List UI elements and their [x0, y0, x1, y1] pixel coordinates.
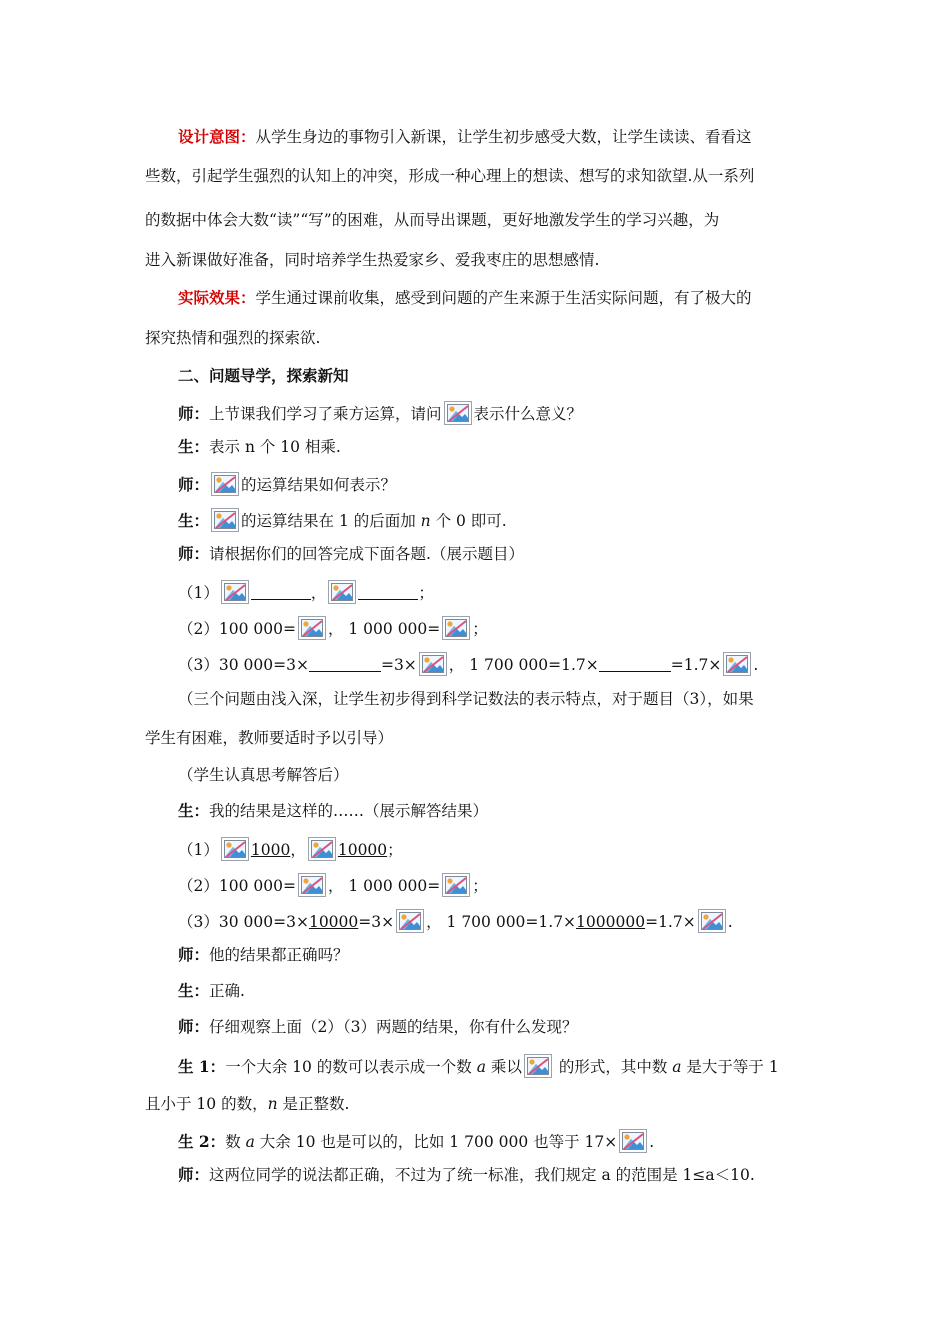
answer-value: 10000 [337, 841, 388, 859]
broken-image-icon [211, 472, 239, 496]
separator: ； [472, 877, 488, 895]
dialogue-line [178, 437, 341, 457]
dialogue-line [178, 801, 488, 821]
question-3 [178, 652, 758, 676]
dialogue-text: 是正整数. [277, 1095, 350, 1113]
note-line-2: 学生有困难，教师要适时予以引导） [145, 729, 394, 747]
speaker: 生： [178, 801, 210, 820]
dialogue-text: 且小于 10 的数， [145, 1095, 268, 1113]
dialogue-line [178, 508, 507, 532]
separator: . [649, 1133, 655, 1151]
broken-image-icon [698, 909, 726, 933]
variable-n: n [420, 512, 431, 530]
separator: ， [310, 584, 327, 602]
dialogue-text: 乘以 [485, 1058, 522, 1076]
question-number: （2） [178, 620, 219, 638]
dialogue-text: 的形式，其中数 [553, 1058, 673, 1076]
broken-image-icon [396, 909, 424, 933]
dialogue-text: 个 0 即可. [430, 512, 507, 530]
dialogue-text: 的运算结果如何表示？ [241, 476, 397, 494]
broken-image-icon [442, 616, 470, 640]
equation-text: =1.7× [670, 656, 722, 674]
answer-blank [599, 671, 671, 672]
broken-image-icon [328, 580, 356, 604]
equation-text: ， 1 700 000=1.7× [426, 913, 577, 931]
question-number: （2） [178, 877, 219, 895]
separator: ， [290, 841, 306, 859]
answer-3 [178, 909, 733, 933]
dialogue-text: 仔细观察上面（2）（3）两题的结果，你有什么发现？ [209, 1018, 578, 1036]
answer-value: 10000 [308, 913, 359, 931]
speaker: 师： [178, 544, 210, 563]
design-intent-line-3: 的数据中体会大数“读”“写”的困难，从而导出课题，更好地激发学生的学习兴趣，为 [145, 211, 720, 229]
design-intent-line-4: 进入新课做好准备，同时培养学生热爱家乡、爱我枣庄的思想感情. [145, 251, 600, 269]
actual-effect-line-2: 探究热情和强烈的探索欲. [145, 329, 321, 347]
note-line-1: （三个问题由浅入深，让学生初步得到科学记数法的表示特点，对于题目（3），如果 [178, 690, 754, 708]
dialogue-line [178, 945, 349, 965]
broken-image-icon [442, 873, 470, 897]
answer-blank [358, 599, 418, 600]
dialogue-text: 的运算结果在 1 的后面加 [241, 512, 421, 530]
answer-blank [309, 671, 381, 672]
dialogue-text: 是大于等于 1 [681, 1058, 779, 1076]
dialogue-line [178, 1017, 578, 1037]
broken-image-icon [211, 508, 239, 532]
dialogue-line [178, 472, 396, 496]
dialogue-text: 一个大余 10 的数可以表示成一个数 [225, 1058, 477, 1076]
broken-image-icon [444, 401, 472, 425]
separator: . [727, 913, 733, 931]
question-1 [178, 580, 434, 604]
speaker: 师： [178, 404, 210, 423]
answer-2 [178, 873, 488, 897]
speaker: 生： [178, 511, 210, 530]
broken-image-icon [619, 1129, 647, 1153]
answer-value: 1000 [250, 841, 291, 859]
broken-image-icon [298, 616, 326, 640]
broken-image-icon [419, 652, 447, 676]
variable-a: a [476, 1058, 486, 1076]
equation-text: =3× [358, 913, 395, 931]
question-number: （1） [178, 841, 219, 859]
dialogue-line [178, 981, 245, 1001]
equation-text: 100 000= [218, 877, 296, 895]
equation-text: ， 1 700 000=1.7× [448, 656, 599, 674]
equation-text: 100 000= [218, 620, 296, 638]
dialogue-text: 表示 n 个 10 相乘. [209, 438, 341, 456]
dialogue-text: 数 [225, 1133, 246, 1151]
separator: ； [387, 841, 403, 859]
dialogue-text: 请根据你们的回答完成下面各题.（展示题目） [209, 545, 524, 563]
dialogue-line [178, 401, 582, 425]
dialogue-continuation [145, 1094, 349, 1114]
note-2: （学生认真思考解答后） [178, 766, 349, 784]
speaker: 生： [178, 981, 210, 1000]
actual-effect-label: 实际效果： [178, 288, 256, 307]
design-intent-line-1 [178, 127, 752, 147]
paragraph-text: 从学生身边的事物引入新课，让学生初步感受大数，让学生读读、看看这 [255, 128, 752, 146]
dialogue-text: 大余 10 也是可以的，比如 1 700 000 也等于 17× [254, 1133, 618, 1151]
dialogue-text: 我的结果是这样的……（展示解答结果） [209, 802, 489, 820]
answer-blank [251, 599, 311, 600]
variable-a: a [672, 1058, 682, 1076]
question-number: （1） [178, 584, 219, 602]
dialogue-line [178, 544, 524, 564]
speaker: 师： [178, 945, 210, 964]
design-intent-label: 设计意图： [178, 127, 256, 146]
section-heading: 二、问题导学，探索新知 [178, 366, 349, 385]
speaker: 生： [178, 437, 210, 456]
broken-image-icon [298, 873, 326, 897]
broken-image-icon [221, 580, 249, 604]
design-intent-line-2: 些数，引起学生强烈的认知上的冲突，形成一种心理上的想读、想写的求知欲望.从一系列 [145, 167, 755, 185]
dialogue-text: 表示什么意义？ [473, 405, 583, 423]
dialogue-line [178, 1129, 654, 1153]
separator: ； [418, 584, 434, 602]
equation-text: =1.7× [645, 913, 696, 931]
dialogue-line [178, 1165, 755, 1185]
speaker: 师： [178, 1017, 210, 1036]
separator: ； [472, 620, 488, 638]
speaker: 生 2： [178, 1132, 226, 1151]
paragraph-text: 学生通过课前收集，感受到问题的产生来源于生活实际问题，有了极大的 [255, 289, 752, 307]
separator: . [753, 656, 759, 674]
equation-text: ， 1 000 000= [327, 877, 441, 895]
equation-text: ， 1 000 000= [327, 620, 441, 638]
variable-n: n [267, 1095, 278, 1113]
dialogue-text: 这两位同学的说法都正确，不过为了统一标准，我们规定 a 的范围是 1≤a＜10. [209, 1166, 755, 1184]
equation-text: 30 000=3× [218, 656, 309, 674]
dialogue-line [178, 1054, 779, 1078]
variable-a: a [245, 1133, 255, 1151]
dialogue-text: 正确. [209, 982, 245, 1000]
speaker: 师： [178, 475, 210, 494]
answer-1 [178, 837, 403, 861]
dialogue-text: 上节课我们学习了乘方运算，请问 [209, 405, 442, 423]
question-2 [178, 616, 488, 640]
broken-image-icon [221, 837, 249, 861]
speaker: 师： [178, 1165, 210, 1184]
question-number: （3） [178, 913, 219, 931]
equation-text: =3× [380, 656, 417, 674]
dialogue-text: 他的结果都正确吗？ [209, 946, 349, 964]
broken-image-icon [524, 1054, 552, 1078]
actual-effect-line-1 [178, 288, 752, 308]
equation-text: 30 000=3× [218, 913, 309, 931]
broken-image-icon [723, 652, 751, 676]
broken-image-icon [308, 837, 336, 861]
speaker: 生 1： [178, 1057, 226, 1076]
question-number: （3） [178, 656, 219, 674]
answer-value: 1000000 [576, 913, 646, 931]
